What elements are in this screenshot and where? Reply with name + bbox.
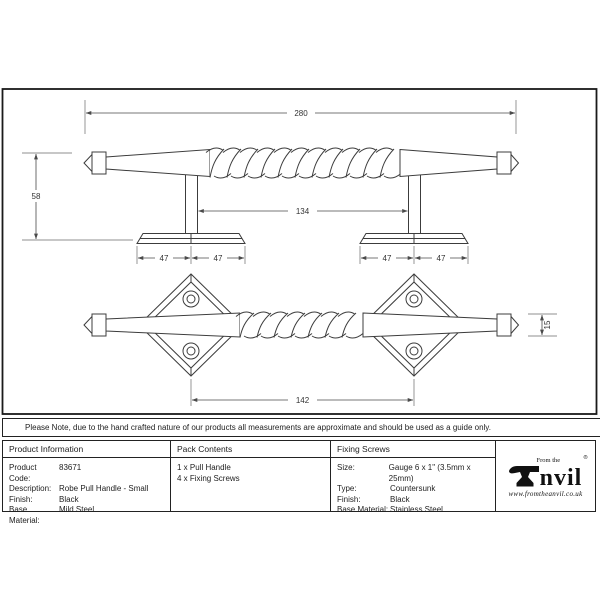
logo-tagline: From the — [536, 456, 561, 464]
row-value: Mild Steel — [59, 505, 95, 514]
dim-58-label: 58 — [31, 192, 41, 201]
row-value: Black — [390, 494, 410, 504]
dim-134-label: 134 — [295, 207, 310, 216]
table-row — [337, 484, 495, 495]
left-finial-cone — [84, 155, 92, 172]
row-label: Size: — [337, 463, 355, 472]
plan-left-finial-cone — [84, 317, 92, 334]
column-header: Fixing Screws — [331, 441, 495, 458]
dim-47-label: 47 — [159, 254, 169, 263]
table-row — [9, 484, 170, 495]
pack-contents-column — [171, 441, 331, 511]
left-shaft — [106, 150, 210, 177]
fixing-screws-column — [331, 441, 496, 514]
right-finial-collar — [497, 152, 511, 174]
dim-47-label: 47 — [436, 254, 446, 263]
left-post — [186, 174, 198, 234]
dim-15-label: 15 — [543, 320, 552, 330]
note-bar — [2, 418, 600, 437]
logo-wordmark: nvil — [539, 464, 583, 491]
spec-table — [2, 440, 596, 525]
dim-47-label: 47 — [213, 254, 223, 263]
row-value: Gauge 6 x 1" (3.5mm x 25mm) — [388, 463, 471, 483]
dim-142-label: 142 — [295, 396, 310, 405]
row-label: Base Material: — [9, 505, 40, 525]
plan-right-finial-cone — [511, 317, 519, 334]
dim-280-label: 280 — [294, 109, 308, 118]
table-row — [337, 495, 495, 506]
table-row — [337, 505, 495, 516]
logo-website: www.fromtheanvil.co.uk — [508, 489, 583, 498]
table-row — [9, 495, 170, 506]
plan-right-finial-collar — [497, 314, 511, 336]
anvil-icon — [509, 465, 540, 488]
row-value: Black — [59, 494, 79, 504]
pack-item: 4 x Fixing Screws — [177, 473, 240, 483]
column-header: Product Information — [3, 441, 170, 458]
row-label: Finish: — [337, 494, 361, 504]
row-value: Countersunk — [390, 484, 436, 493]
row-label: Product Code: — [9, 463, 37, 483]
anvil-logo — [500, 455, 592, 498]
product-information-column — [3, 441, 171, 525]
row-label: Type: — [337, 484, 357, 493]
dim-47-label: 47 — [382, 254, 392, 263]
row-value: 83671 — [59, 463, 82, 472]
row-value: Stainless Steel — [390, 505, 443, 514]
table-row — [9, 505, 170, 526]
registered-mark: ® — [583, 454, 588, 461]
row-label: Description: — [9, 484, 52, 493]
column-header: Pack Contents — [171, 441, 330, 458]
right-post — [409, 174, 421, 234]
note-text: Please Note, due to the hand crafted nature of our products all measurements are approximate and should be used as a guide only. — [25, 423, 491, 432]
right-shaft — [400, 150, 497, 177]
table-row — [337, 463, 495, 484]
left-finial-collar — [92, 152, 106, 174]
table-row — [9, 463, 170, 484]
brand-column — [496, 441, 595, 511]
drawing-border — [3, 89, 597, 414]
right-finial-cone — [511, 155, 519, 172]
plan-right-shaft — [363, 313, 497, 337]
plan-left-finial-collar — [92, 314, 106, 336]
row-value: Robe Pull Handle - Small — [59, 484, 149, 493]
plan-left-shaft — [106, 313, 240, 337]
row-label: Finish: — [9, 494, 33, 504]
pack-item: 1 x Pull Handle — [177, 463, 231, 472]
row-label: Base Material: — [337, 505, 389, 514]
